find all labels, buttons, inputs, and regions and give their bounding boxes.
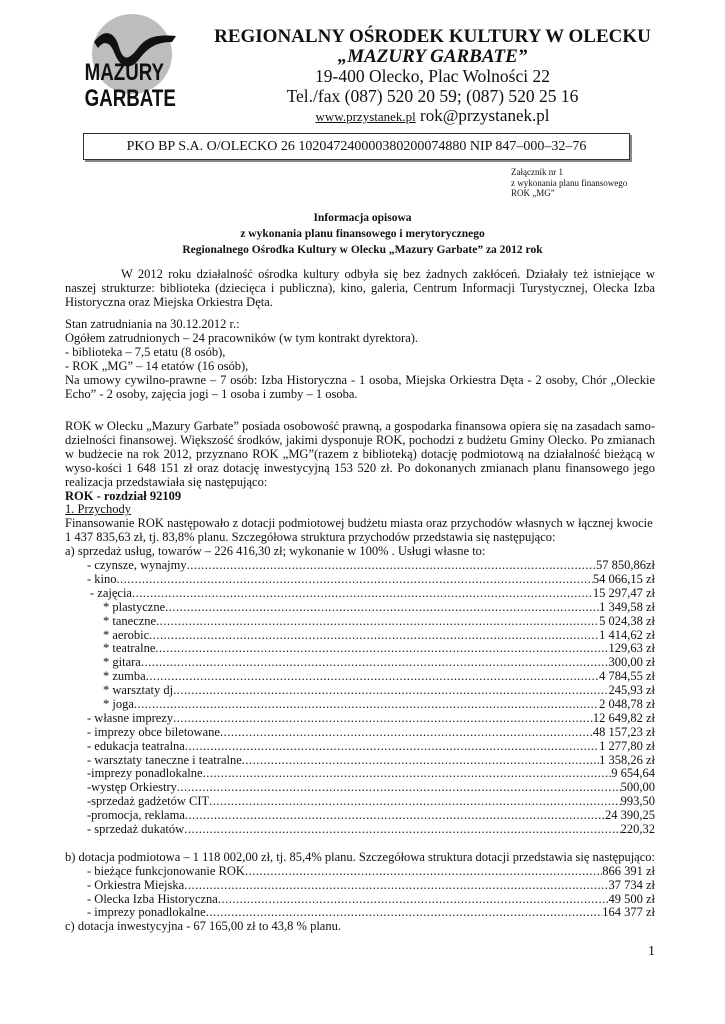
list-item bbox=[65, 656, 655, 670]
document-title bbox=[65, 210, 660, 258]
item-amount: 12 649,82 zł bbox=[592, 710, 655, 725]
item-amount: 1 277,80 zł bbox=[599, 738, 655, 753]
org-name: REGIONALNY OŚRODEK KULTURY W OLECKU bbox=[214, 26, 651, 47]
list-item bbox=[65, 865, 655, 879]
dot-leader bbox=[184, 879, 608, 893]
item-label: - sprzedaż dukatów bbox=[87, 821, 185, 836]
item-amount: 37 734 zł bbox=[608, 877, 655, 892]
logo-text-2: GARBATE bbox=[84, 84, 176, 112]
employment-section bbox=[65, 318, 655, 401]
finance-intro: ROK w Olecku „Mazury Garbate” posiada osobowość prawną, a gospodarka finansowa opiera się na zasadach samo-dzielności finansowej. Większość środków, jakimi dysponuje ROK, pochodzi z budżetu Gminy Olecko. Po zmianach w budżecie na rok 2012, przyznano ROK „MG”(razem z biblioteką) dotację podmiotową na działalność bieżącą w wyso-kości 1 648 151 zł oraz dotację inwestycyjną 153 520 zł. Po dokonanych zmianach planu finansowego jego realizacja przedstawiała się następująco: bbox=[65, 419, 655, 489]
dot-leader bbox=[177, 781, 621, 795]
title-line: Regionalnego Ośrodka Kultury w Olecku „Mazury Garbate” za 2012 rok bbox=[182, 244, 543, 256]
income-heading: 1. Przychody bbox=[65, 502, 131, 517]
item-amount: 9 654,64 bbox=[611, 766, 655, 781]
item-amount: 54 066,15 zł bbox=[592, 571, 655, 586]
item-label: * plastyczne bbox=[103, 599, 166, 614]
finance-section bbox=[65, 420, 655, 934]
dot-leader bbox=[149, 629, 599, 643]
sales-list bbox=[65, 559, 655, 837]
item-amount: 1 414,62 zł bbox=[599, 627, 655, 642]
dot-leader bbox=[220, 726, 593, 740]
website-link[interactable]: www.przystanek.pl bbox=[315, 109, 416, 124]
item-label: - czynsze, wynajmy bbox=[87, 558, 187, 573]
list-item bbox=[65, 642, 655, 656]
item-label: * joga bbox=[103, 696, 134, 711]
annex-line: z wykonania planu finansowego bbox=[511, 177, 628, 188]
item-amount: 49 500 zł bbox=[608, 891, 655, 906]
item-amount: 5 024,38 zł bbox=[599, 613, 655, 628]
list-item bbox=[65, 879, 655, 893]
item-amount: 2 048,78 zł bbox=[599, 696, 655, 711]
item-amount: 48 157,23 zł bbox=[592, 724, 655, 739]
item-label: * warsztaty dj bbox=[103, 683, 174, 698]
dot-leader bbox=[203, 767, 612, 781]
item-label: * gitara bbox=[103, 655, 141, 670]
item-label: - własne imprezy bbox=[87, 710, 174, 725]
dot-leader bbox=[209, 795, 620, 809]
dot-leader bbox=[185, 740, 599, 754]
list-item bbox=[65, 726, 655, 740]
item-amount: 1 349,58 zł bbox=[599, 599, 655, 614]
list-item bbox=[65, 754, 655, 768]
item-amount: 57 850,86zł bbox=[595, 558, 655, 573]
item-label: -promocja, reklama bbox=[87, 808, 185, 823]
employment-line: - biblioteka – 7,5 etatu (8 osób), bbox=[65, 344, 226, 359]
dot-leader bbox=[187, 559, 596, 573]
list-item bbox=[65, 670, 655, 684]
list-item bbox=[65, 893, 655, 907]
sales-heading: a) sprzedaż usług, towarów – 226 416,30 zł; wykonanie w 100% . Usługi własne to: bbox=[65, 544, 486, 559]
list-item bbox=[65, 573, 655, 587]
dot-leader bbox=[134, 698, 599, 712]
annex-line: ROK „MG” bbox=[511, 188, 555, 198]
list-item bbox=[65, 809, 655, 823]
item-label: -sprzedaż gadżetów CIT bbox=[87, 794, 210, 809]
item-amount: 993,50 bbox=[620, 794, 655, 809]
investment-line: c) dotacja inwestycyjna - 67 165,00 zł to 43,8 % planu. bbox=[65, 919, 341, 934]
intro-paragraph: W 2012 roku działalność ośrodka kultury odbyła się bez żadnych zakłóceń. Działały też istniejące w naszej strukturze: biblioteka (dziecięca i publiczna), kino, galeria, Centrum Informacji Turystycznej, Olecka Izba Historyczna oraz Miejska Orkiestra Dęta. bbox=[65, 267, 655, 309]
dot-leader bbox=[165, 601, 599, 615]
annex-note bbox=[511, 167, 627, 199]
organization-logo bbox=[80, 14, 190, 114]
dot-leader bbox=[185, 809, 605, 823]
org-subtitle: „MAZURY GARBATE” bbox=[337, 46, 528, 67]
employment-line: - ROK „MG” – 14 etatów (16 osób), bbox=[65, 358, 249, 373]
section-heading: ROK - rozdział 92109 bbox=[65, 488, 182, 503]
income-intro: Finansowanie ROK następowało z dotacji podmiotowej budżetu miasta oraz przychodów własnych w łącznej kwocie 1 437 835,63 zł, tj. 83,8% planu. Szczegółowa struktura przychodów przedstawia się następująco: bbox=[65, 516, 653, 545]
subsidy-heading: b) dotacja podmiotowa – 1 118 002,00 zł, tj. 85,4% planu. Szczegółowa struktura dotacji przedstawia się następująco: bbox=[65, 849, 656, 864]
dot-leader bbox=[155, 642, 608, 656]
employment-line: Stan zatrudniania na 30.12.2012 r.: bbox=[65, 317, 240, 331]
list-item bbox=[65, 767, 655, 781]
list-item bbox=[65, 740, 655, 754]
item-label: * teatralne bbox=[103, 641, 156, 656]
bank-details-box bbox=[83, 133, 630, 160]
list-item bbox=[65, 823, 655, 837]
list-item bbox=[65, 712, 655, 726]
employment-line: Na umowy cywilno-prawne – 7 osób: Izba Historyczna - 1 osoba, Miejska Orkiestra Dęta - 2 osoby, Chór „Oleckie Echo” - 2 osoby, zajęcia jogi – 1 osoba i zumby – 1 osoba. bbox=[65, 372, 655, 401]
title-line: z wykonania planu finansowego i merytorycznego bbox=[240, 228, 485, 240]
dot-leader bbox=[173, 684, 608, 698]
bank-details: PKO BP S.A. O/OLECKO 26 102047240000380200074880 NIP 847–000–32–76 bbox=[126, 139, 587, 154]
dot-leader bbox=[141, 656, 609, 670]
dot-leader bbox=[117, 573, 593, 587]
item-amount: 500,00 bbox=[620, 780, 655, 795]
item-label: - kino bbox=[87, 571, 117, 586]
item-amount: 866 391 zł bbox=[602, 863, 655, 878]
dot-leader bbox=[245, 865, 602, 879]
dot-leader bbox=[206, 906, 603, 920]
item-label: -występ Orkiestry bbox=[87, 780, 177, 795]
list-item bbox=[65, 587, 655, 601]
subsidy-list bbox=[65, 865, 655, 921]
dot-leader bbox=[156, 615, 599, 629]
dot-leader bbox=[218, 893, 609, 907]
item-amount: 4 784,55 zł bbox=[599, 669, 655, 684]
dot-leader bbox=[146, 670, 599, 684]
item-label: -imprezy ponadlokalne bbox=[87, 766, 203, 781]
item-label: - Olecka Izba Historyczna bbox=[87, 891, 218, 906]
item-amount: 24 390,25 bbox=[605, 808, 655, 823]
item-label: - imprezy ponadlokalne bbox=[87, 905, 206, 920]
org-address: 19-400 Olecko, Plac Wolności 22 bbox=[315, 66, 550, 86]
title-line: Informacja opisowa bbox=[313, 212, 412, 224]
list-item bbox=[65, 698, 655, 712]
item-label: - Orkiestra Miejska bbox=[87, 877, 185, 892]
list-item bbox=[65, 906, 655, 920]
item-amount: 245,93 zł bbox=[608, 683, 655, 698]
list-item bbox=[65, 601, 655, 615]
org-contact bbox=[200, 106, 665, 126]
logo-text-1: MAZURY bbox=[84, 58, 165, 86]
item-amount: 300,00 zł bbox=[608, 655, 655, 670]
list-item bbox=[65, 559, 655, 573]
dot-leader bbox=[184, 823, 620, 837]
item-label: * aerobic bbox=[103, 627, 150, 642]
list-item bbox=[65, 795, 655, 809]
list-item bbox=[65, 629, 655, 643]
item-amount: 164 377 zł bbox=[602, 905, 655, 920]
email-address: rok@przystanek.pl bbox=[420, 106, 550, 125]
list-item bbox=[65, 684, 655, 698]
item-label: - bieżące funkcjonowanie ROK bbox=[87, 863, 245, 878]
item-label: - zajęcia bbox=[90, 585, 132, 600]
item-label: - imprezy obce biletowane bbox=[87, 724, 220, 739]
item-amount: 1 358,26 zł bbox=[599, 752, 655, 767]
item-label: * zumba bbox=[103, 669, 146, 684]
item-amount: 129,63 zł bbox=[608, 641, 655, 656]
dot-leader bbox=[242, 754, 599, 768]
item-amount: 220,32 bbox=[620, 821, 655, 836]
dot-leader bbox=[132, 587, 593, 601]
employment-line: Ogółem zatrudnionych – 24 pracowników (w tym kontrakt dyrektora). bbox=[65, 330, 419, 345]
page-number: 1 bbox=[648, 944, 655, 959]
list-item bbox=[65, 781, 655, 795]
item-label: * taneczne bbox=[103, 613, 157, 628]
item-label: - warsztaty taneczne i teatralne bbox=[87, 752, 242, 767]
item-label: - edukacja teatralna bbox=[87, 738, 185, 753]
dot-leader bbox=[173, 712, 593, 726]
org-phone: Tel./fax (087) 520 20 59; (087) 520 25 16 bbox=[286, 86, 579, 106]
list-item bbox=[65, 615, 655, 629]
annex-line: Załącznik nr 1 bbox=[511, 167, 563, 177]
item-amount: 15 297,47 zł bbox=[592, 585, 655, 600]
